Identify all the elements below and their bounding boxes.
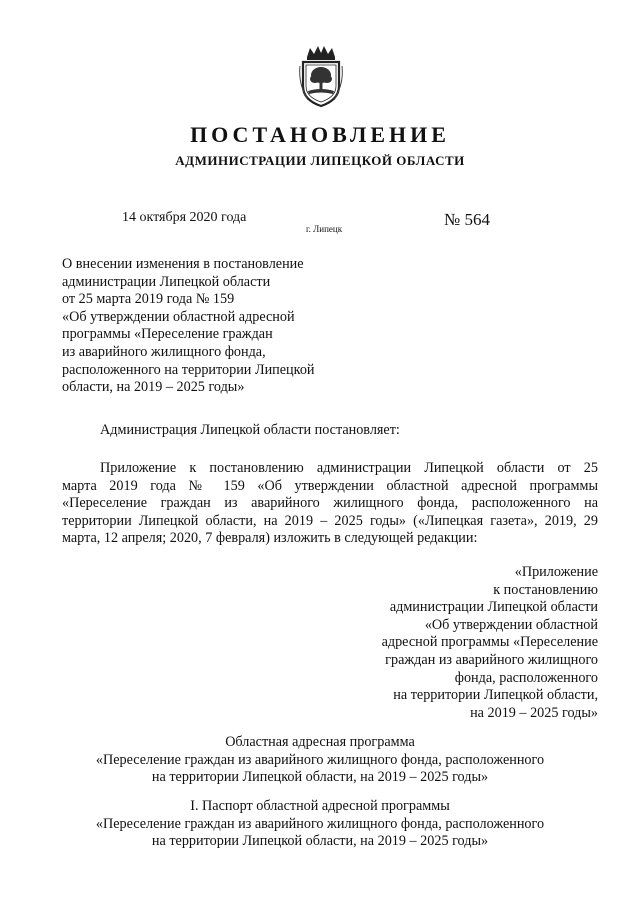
annex-line: граждан из аварийного жилищного (385, 651, 598, 668)
subject-line: программы «Переселение граждан (62, 326, 273, 343)
resolution-intro: Администрация Липецкой области постановляет: (100, 422, 400, 438)
subject-line: от 25 марта 2019 года № 159 (62, 291, 235, 308)
passport-title (0, 798, 640, 851)
document-number: № 564 (444, 210, 490, 229)
program-title-line: «Переселение граждан из аварийного жилищного фонда, расположенного (95, 751, 545, 768)
paragraph-line: «Переселение граждан из аварийного жилищного фонда, расположенного на (62, 495, 598, 512)
document-subject (62, 256, 315, 397)
document-city: г. Липецк (306, 224, 343, 234)
subject-line: из аварийного жилищного фонда, (62, 343, 266, 360)
body-paragraph (62, 460, 598, 548)
program-title (0, 734, 640, 787)
annex-line: «Приложение (514, 564, 598, 580)
passport-title-line: на территории Липецкой области, на 2019 – 2025 годы» (151, 833, 489, 850)
paragraph-line: марта, 12 апреля; 2020, 7 февраля) изложить в следующей редакции: (62, 530, 478, 547)
document-subtitle: АДМИНИСТРАЦИИ ЛИПЕЦКОЙ ОБЛАСТИ (175, 153, 465, 168)
subject-line: О внесении изменения в постановление (62, 256, 304, 272)
paragraph-line: Приложение к постановлению администрации Липецкой области от 25 (100, 460, 598, 476)
document-date: 14 октября 2020 года (122, 210, 247, 225)
coat-of-arms-emblem (298, 44, 344, 108)
annex-line: администрации Липецкой области (389, 599, 598, 616)
paragraph-line: марта 2019 года № 159 «Об утверждении областной адресной программы (62, 477, 598, 494)
annex-line: фонда, расположенного (454, 669, 598, 686)
document-title: ПОСТАНОВЛЕНИЕ (190, 122, 450, 147)
subject-line: области, на 2019 – 2025 годы» (62, 379, 245, 396)
subject-line: расположенного на территории Липецкой (62, 361, 315, 378)
program-title-line: на территории Липецкой области, на 2019 – 2025 годы» (151, 769, 489, 786)
annex-line: «Об утверждении областной (424, 616, 598, 633)
passport-title-line: I. Паспорт областной адресной программы (190, 798, 450, 814)
subject-line: «Об утверждении областной адресной (62, 308, 295, 325)
annex-line: на территории Липецкой области, (393, 687, 598, 704)
program-title-line: Областная адресная программа (225, 734, 415, 750)
annex-line: к постановлению (493, 581, 598, 598)
subject-line: администрации Липецкой области (62, 273, 271, 290)
annex-line: адресной программы «Переселение (381, 634, 598, 651)
annex-line: на 2019 – 2025 годы» (470, 704, 598, 721)
annex-reference (382, 564, 598, 722)
paragraph-line: территории Липецкой области, на 2019 – 2025 годы» («Липецкая газета», 2019, 29 (62, 512, 598, 529)
passport-title-line: «Переселение граждан из аварийного жилищного фонда, расположенного (95, 815, 545, 832)
